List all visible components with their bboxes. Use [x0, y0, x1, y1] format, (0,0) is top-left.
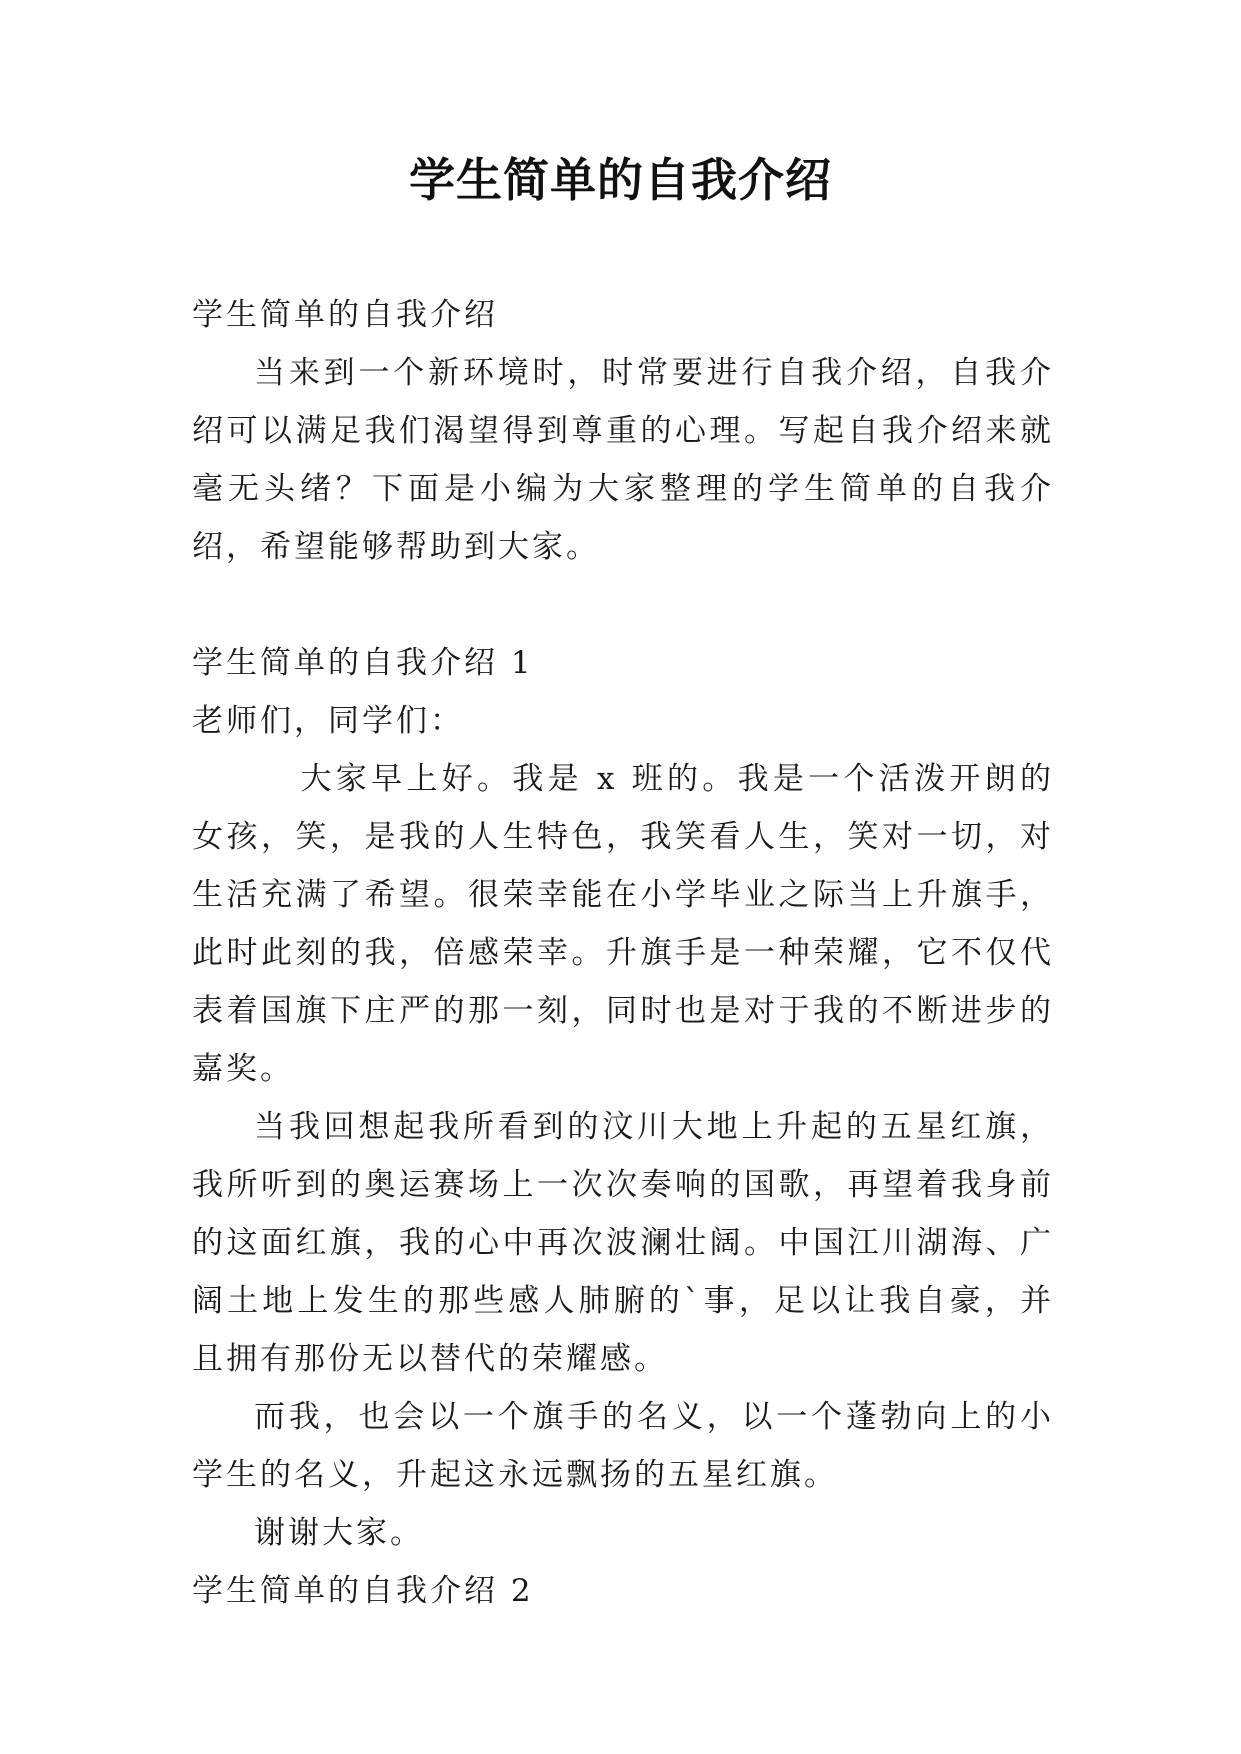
speech-paragraph-2: 当我回想起我所看到的汶川大地上升起的五星红旗，我所听到的奥运赛场上一次次奏响的国歌，再望着我身前的这面红旗，我的心中再次波澜壮阔。中国江川湖海、广阔土地上发生的那些感人肺腑的`事，足以让我自豪，并且拥有那份无以替代的荣耀感。: [192, 1109, 1054, 1377]
salutation: 老师们，同学们：: [192, 703, 464, 739]
paragraph-spacer: [192, 576, 1054, 634]
closing-thanks: 谢谢大家。: [254, 1515, 424, 1551]
document-title: 学生简单的自我介绍: [409, 153, 832, 207]
intro-heading: 学生简单的自我介绍: [192, 297, 498, 333]
section-heading-2: 学生简单的自我介绍 2: [192, 1573, 534, 1609]
section-heading-1: 学生简单的自我介绍 1: [192, 645, 534, 681]
intro-paragraph: 当来到一个新环境时，时常要进行自我介绍，自我介绍可以满足我们渴望得到尊重的心理。写起自我介绍来就毫无头绪？下面是小编为大家整理的学生简单的自我介绍，希望能够帮助到大家。: [192, 355, 1054, 565]
speech-paragraph-3: 而我，也会以一个旗手的名义，以一个蓬勃向上的小学生的名义，升起这永远飘扬的五星红旗。: [192, 1399, 1054, 1493]
document-body: [192, 286, 1054, 1620]
speech-paragraph-1: 大家早上好。我是 x 班的。我是一个活泼开朗的女孩，笑，是我的人生特色，我笑看人生，笑对一切，对生活充满了希望。很荣幸能在小学毕业之际当上升旗手，此时此刻的我，倍感荣幸。升旗手是一种荣耀，它不仅代表着国旗下庄严的那一刻，同时也是对于我的不断进步的嘉奖。: [192, 761, 1054, 1087]
